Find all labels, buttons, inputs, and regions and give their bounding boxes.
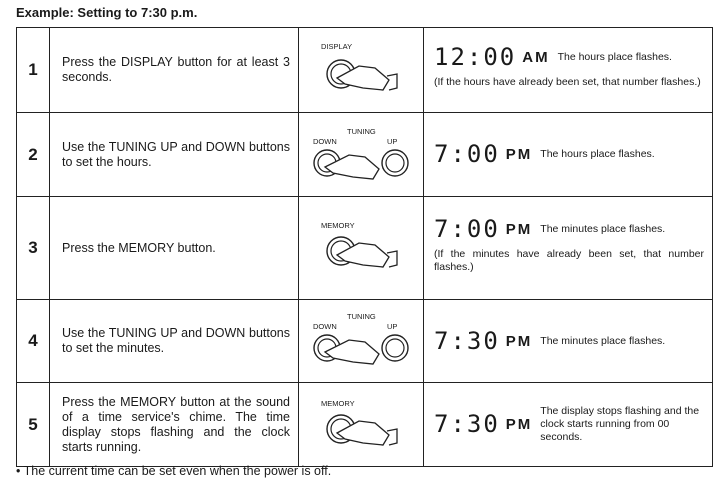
step-row-4	[17, 300, 713, 383]
clock-digits: 7:00	[434, 140, 500, 168]
button-label: MEMORY	[321, 399, 355, 408]
step-instruction: Press the MEMORY button at the sound of a time service's chime. The time display stops flashing and the clock starts running.	[50, 383, 299, 467]
button-illustration	[299, 300, 424, 383]
steps-table	[16, 27, 713, 467]
hand-press-icon	[299, 113, 423, 196]
hand-press-icon	[299, 197, 423, 299]
step-number: 2	[17, 113, 50, 197]
display-cell	[424, 113, 713, 197]
display-caption: The hours place flashes.	[557, 51, 672, 63]
display-cell	[424, 383, 713, 467]
up-label: UP	[387, 322, 398, 331]
button-label: TUNING	[347, 127, 376, 136]
step-instruction: Press the MEMORY button.	[50, 197, 299, 300]
button-label: MEMORY	[321, 221, 355, 230]
clock-suffix: PM	[505, 146, 533, 163]
step-row-5	[17, 383, 713, 467]
display-note: (If the hours have already been set, that number flashes.)	[434, 76, 701, 88]
display-caption: The minutes place flashes.	[540, 334, 666, 347]
clock-suffix: PM	[505, 220, 533, 238]
step-instruction: Use the TUNING UP and DOWN buttons to set the minutes.	[50, 300, 299, 383]
display-cell	[424, 28, 713, 113]
hand-press-icon	[299, 383, 423, 466]
hand-press-icon	[299, 28, 423, 112]
down-label: DOWN	[313, 322, 337, 331]
step-number: 1	[17, 28, 50, 113]
clock-digits: 7:30	[434, 410, 500, 438]
button-illustration	[299, 28, 424, 113]
display-cell	[424, 197, 713, 300]
step-instruction: Use the TUNING UP and DOWN buttons to set the hours.	[50, 113, 299, 197]
display-caption: The minutes place flashes.	[540, 222, 666, 235]
clock-digits: 7:00	[434, 214, 500, 243]
step-row-3	[17, 197, 713, 300]
clock-suffix: PM	[505, 416, 533, 433]
clock-digits: 12:00	[434, 43, 517, 71]
clock-digits: 7:30	[434, 326, 500, 355]
button-label: DISPLAY	[321, 42, 353, 51]
display-note: (If the minutes have already been set, that number flashes.)	[434, 247, 704, 273]
button-illustration	[299, 113, 424, 197]
step-number: 5	[17, 383, 50, 467]
display-cell	[424, 300, 713, 383]
display-caption: The display stops flashing and the clock starts running from 00 seconds.	[540, 405, 700, 443]
button-label: TUNING	[347, 312, 376, 321]
step-instruction: Press the DISPLAY button for at least 3 seconds.	[50, 28, 299, 113]
down-label: DOWN	[313, 137, 337, 146]
step-number: 3	[17, 197, 50, 300]
up-label: UP	[387, 137, 398, 146]
clock-suffix: PM	[505, 332, 533, 350]
step-row-2	[17, 113, 713, 197]
step-number: 4	[17, 300, 50, 383]
display-caption: The hours place flashes.	[540, 148, 655, 160]
clock-suffix: AM	[522, 49, 550, 66]
button-illustration	[299, 197, 424, 300]
button-illustration	[299, 383, 424, 467]
page-heading: Example: Setting to 7:30 p.m.	[16, 5, 198, 20]
footnote: • The current time can be set even when the power is off.	[16, 464, 332, 478]
step-row-1	[17, 28, 713, 113]
